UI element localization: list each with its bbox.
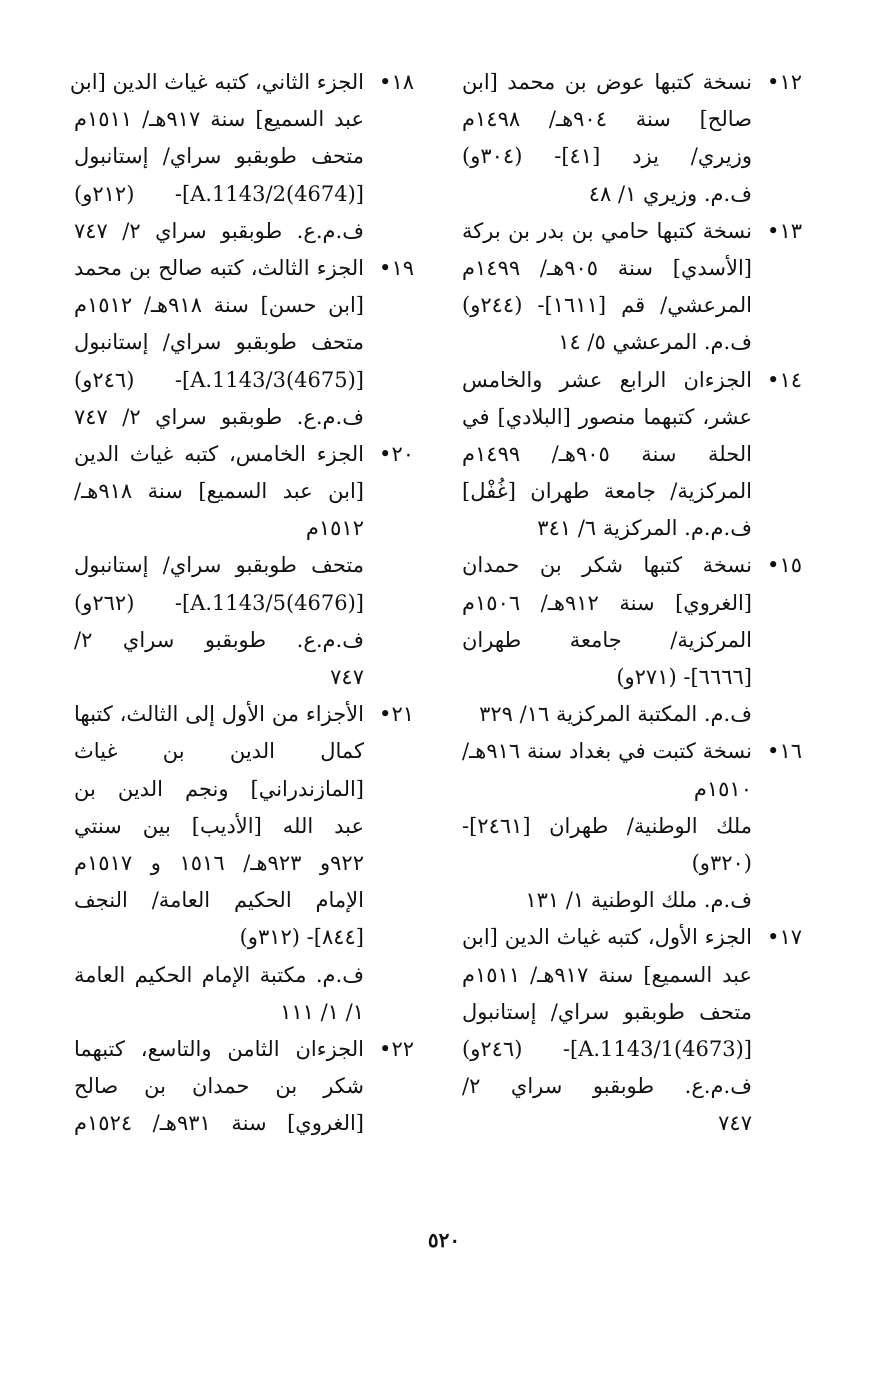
entry-line: ف.م.ع. طوبقبو سراي ٢/ ٧٤٧ [74, 218, 364, 243]
entry-line: ف.م.ع. طوبقبو سراي ٢/ [74, 627, 364, 652]
entry-line: عبد السميع] سنة ٩١٧هـ/ ١٥١١م [74, 107, 365, 132]
entry-line: الجزء الثاني، كتبه غياث الدين [ابن [69, 70, 364, 94]
entry-line: [٨٤٤]- (٣١٢و) [239, 925, 364, 950]
entry-line: ف.م.ع. طوبقبو سراي ٢/ [462, 1074, 752, 1099]
entry-line: ٩٢٢و ٩٢٣هـ/ ١٥١٦ و ١٥١٧م [74, 850, 364, 875]
page-number: ٥٢٠ [427, 1228, 461, 1252]
entry-22 [74, 1031, 414, 1143]
entry-16 [462, 733, 802, 919]
entry-line: عشر، كتبهما منصور [البلادي] في [462, 404, 752, 429]
entry-line: الجزءان الرابع عشر والخامس [462, 367, 752, 392]
entry-line: ٧٤٧ [330, 665, 364, 689]
entry-line: [٦٦٦٦]- (٢٧١و) [616, 665, 752, 689]
entry-17 [462, 919, 802, 1142]
entry-line: [ابن حسن] سنة ٩١٨هـ/ ١٥١٢م [74, 293, 364, 318]
entry-line: نسخة كتبها عوض بن محمد [ابن [462, 70, 752, 94]
entry-line: ف.م. المكتبة المركزية ١٦/ ٣٢٩ [479, 702, 752, 727]
entry-line: [(4673)A.1143/1]- (٢٤٦و) [462, 1036, 752, 1061]
entry-line: ف.م.ع. طوبقبو سراي ٢/ ٧٤٧ [74, 404, 364, 429]
entry-line: [(4675)A.1143/3]- (٢٤٦و) [74, 367, 364, 392]
left-column [69, 64, 414, 1142]
entry-line: المرعشي/ قم [١٦١١]- (٢٤٤و) [462, 293, 752, 318]
entry-21 [74, 696, 414, 1031]
entry-13 [462, 213, 802, 362]
entry-number: ١٨• [379, 70, 414, 94]
entry-line: الإمام الحكيم العامة/ النجف [74, 888, 364, 913]
entry-number: ٢٠• [379, 441, 414, 466]
entry-line: الجزء الثالث، كتبه صالح بن محمد [74, 255, 364, 280]
entry-line: ١٥١٠م [693, 776, 752, 801]
entry-number: ٢٢• [379, 1036, 414, 1061]
entry-line: المركزية/ جامعة طهران [غُفْل] [462, 479, 752, 504]
entry-line: وزيري/ يزد [٤١]- (٣٠٤و) [462, 144, 752, 169]
entry-line: [(4676)A.1143/5]- (٢٦٢و) [74, 590, 364, 615]
entry-line: كمال الدين بن غياث [74, 739, 364, 764]
entry-line: ف.م. المرعشي ٥/ ١٤ [558, 330, 752, 355]
entry-number: ١٥• [767, 553, 802, 578]
entry-line: [(4674)A.1143/2]- (٢١٢و) [74, 181, 364, 206]
entry-number: ١٦• [767, 739, 802, 764]
entry-line: صالح] سنة ٩٠٤هـ/ ١٤٩٨م [462, 107, 752, 132]
entry-12 [462, 64, 802, 213]
entry-line: ف.م.م. المركزية ٦/ ٣٤١ [537, 516, 752, 541]
entry-line: ف.م. مكتبة الإمام الحكيم العامة [74, 962, 364, 987]
entry-line: عبد الله [الأديب] بين سنتي [74, 813, 364, 838]
entry-line: نسخة كتبت في بغداد سنة ٩١٦هـ/ [462, 739, 752, 764]
entry-line: الجزء الخامس، كتبه غياث الدين [74, 441, 364, 466]
entry-line: شكر بن حمدان بن صالح [74, 1074, 364, 1099]
entry-line: ١٥١٢م [305, 516, 364, 541]
entry-line: [المازندراني] ونجم الدين بن [74, 776, 364, 801]
entry-line: عبد السميع] سنة ٩١٧هـ/ ١٥١١م [462, 962, 753, 987]
entry-number: ١٩• [379, 255, 414, 280]
entry-14 [462, 362, 802, 548]
entry-20 [74, 436, 414, 696]
entry-19 [74, 250, 414, 436]
entry-line: نسخة كتبها حامي بن بدر بن بركة [462, 218, 752, 243]
entry-line: الحلة سنة ٩٠٥هـ/ ١٤٩٩م [462, 441, 752, 466]
entry-line: ٧٤٧ [718, 1111, 752, 1136]
entry-number: ٢١• [379, 702, 414, 727]
entry-line: متحف طوبقبو سراي/ إستانبول [74, 330, 364, 355]
entry-line: متحف طوبقبو سراي/ إستانبول [74, 553, 364, 578]
entry-line: [ابن عبد السميع] سنة ٩١٨هـ/ [74, 479, 364, 504]
entry-line: ف.م. ملك الوطنية ١/ ١٣١ [525, 888, 752, 913]
entry-line: الأجزاء من الأول إلى الثالث، كتبها [74, 702, 364, 727]
entry-number: ١٢• [767, 70, 802, 94]
entry-line: متحف طوبقبو سراي/ إستانبول [462, 999, 752, 1024]
entry-line: [الأسدي] سنة ٩٠٥هـ/ ١٤٩٩م [462, 255, 752, 280]
entry-line: [الغروي] سنة ٩٣١هـ/ ١٥٢٤م [74, 1111, 364, 1136]
entry-line: ف.م. وزيري ١/ ٤٨ [588, 181, 752, 206]
entry-line: الجزء الأول، كتبه غياث الدين [ابن [462, 925, 752, 950]
entry-line: (٣٢٠و) [691, 850, 752, 875]
entry-line: [الغروي] سنة ٩١٢هـ/ ١٥٠٦م [462, 590, 752, 615]
entry-line: ملك الوطنية/ طهران [٢٤٦١]- [462, 813, 752, 838]
entry-line: متحف طوبقبو سراي/ إستانبول [74, 144, 364, 169]
entry-line: ١/ ١/ ١١١ [280, 999, 364, 1024]
right-column [462, 64, 802, 1142]
entry-15 [462, 547, 802, 733]
entry-line: نسخة كتبها شكر بن حمدان [462, 553, 752, 578]
entry-line: الجزءان الثامن والتاسع، كتبهما [74, 1036, 364, 1061]
entry-line: المركزية/ جامعة طهران [462, 627, 752, 652]
entry-18 [69, 64, 414, 250]
entry-number: ١٤• [767, 367, 802, 392]
entry-number: ١٣• [767, 218, 802, 243]
entry-number: ١٧• [767, 925, 802, 950]
